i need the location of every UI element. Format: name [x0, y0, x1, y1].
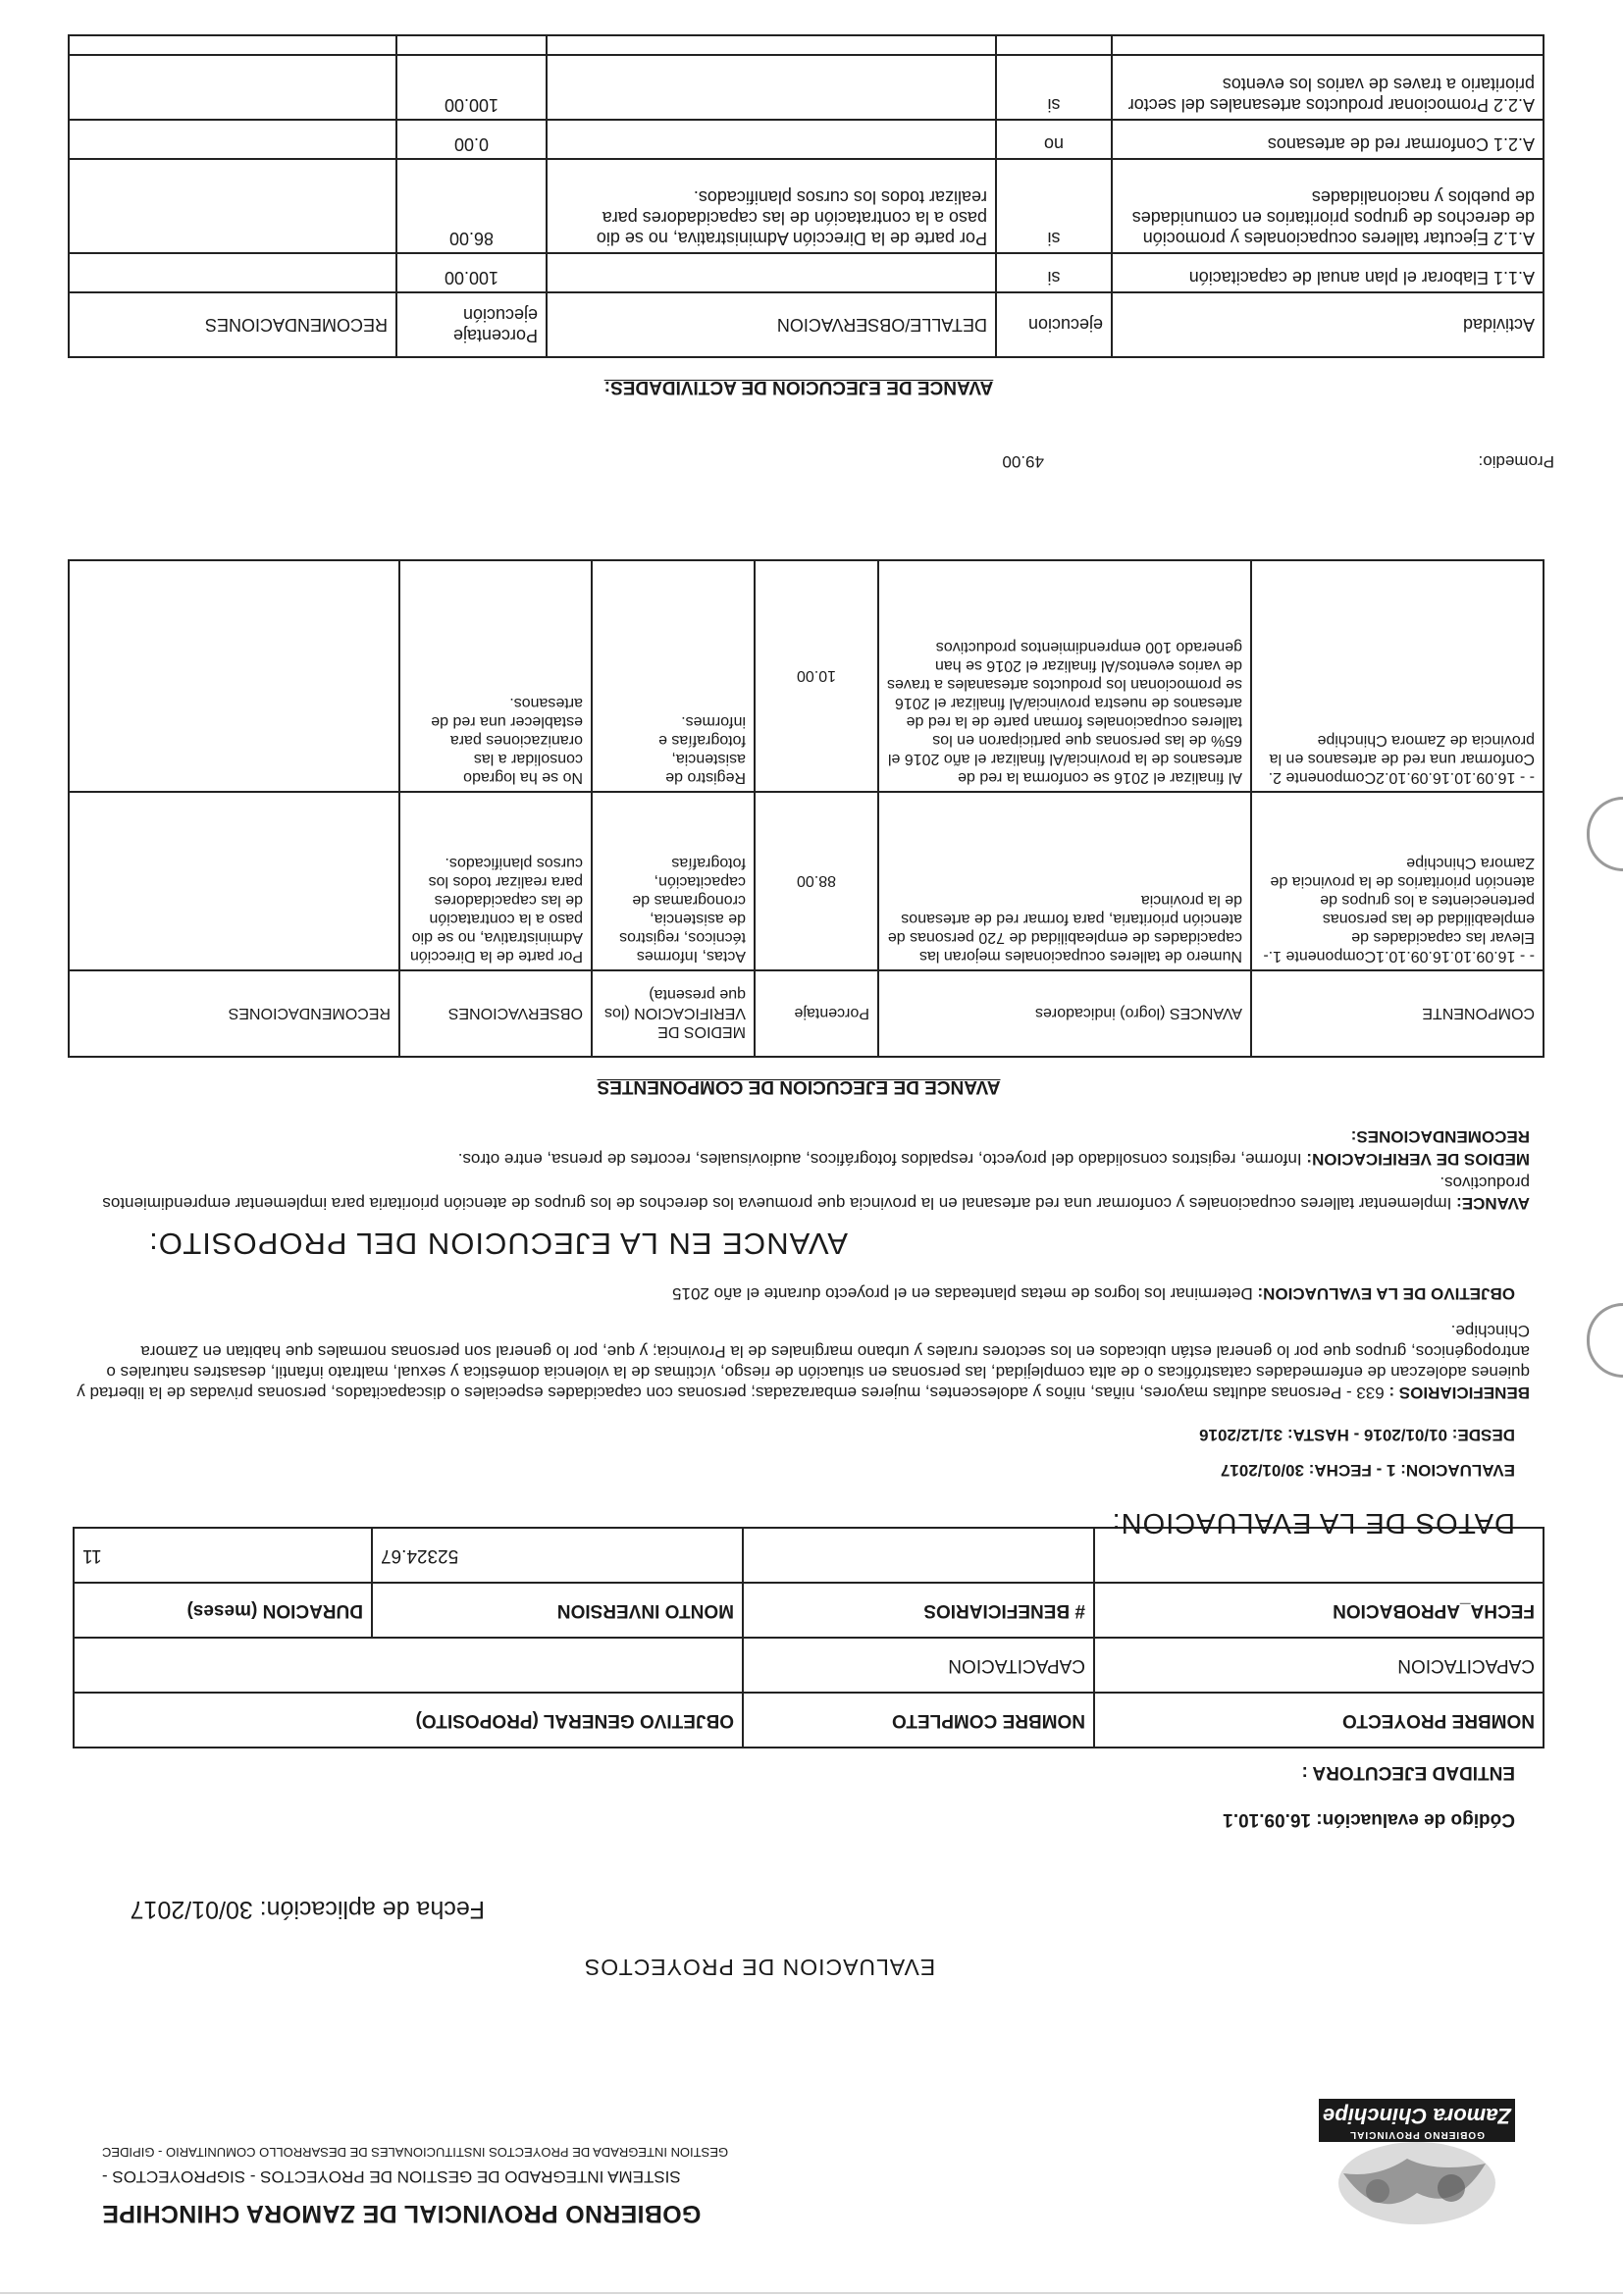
execution-cell: no: [996, 120, 1112, 159]
header-approval-date: FECHA_APROBACION: [1094, 1583, 1544, 1638]
header-duration: DURACION (meses): [74, 1583, 372, 1638]
objective-text: Determinar los logros de metas planteadas en el proyecto durante el año 2015: [672, 1284, 1253, 1303]
empty-cell: [996, 35, 1112, 55]
empty-cell: [1112, 35, 1544, 55]
components-table: [68, 559, 1544, 1058]
activities-table: [68, 34, 1544, 358]
gestion-title: GESTION INTEGRADA DE PROYECTOS INSTITUCIONALES DE DESARROLLO COMUNITARIO - GIPIDEC: [102, 2145, 729, 2160]
col-porcentaje-ejecucion: Porcentaje ejecución: [396, 292, 547, 357]
activities-title: AVANCE DE EJECUCION DE ACTIVIDADES:: [603, 377, 994, 397]
recommendation-cell: [69, 253, 396, 292]
evaluation-number-date: EVALUACION: 1 - FECHA: 30/01/2017: [1220, 1461, 1515, 1480]
col-recomendaciones-act: RECOMENDACIONES: [69, 292, 396, 357]
header-project-name: NOMBRE PROYECTO: [1094, 1693, 1544, 1748]
project-full-name-value: CAPACITACION: [743, 1638, 1094, 1693]
medios-cell: Registro de asistencia, fotografías e informes.: [592, 560, 755, 792]
percentage-cell: 100.00: [396, 253, 547, 292]
table-row: [69, 35, 1544, 55]
col-componente: COMPONENTE: [1251, 970, 1544, 1057]
detail-cell: [547, 120, 996, 159]
porcentaje-cell: 10.00: [755, 560, 878, 792]
recommendations-label: RECOMENDACIONES:: [1350, 1127, 1530, 1146]
application-date: Fecha de aplicación: 30/01/2017: [130, 1896, 485, 1923]
investment-value: 52324.67: [372, 1528, 743, 1583]
recommendation-cell: [69, 55, 396, 120]
activity-cell: A.1.1 Elaborar el plan anual de capacitación: [1112, 253, 1544, 292]
percentage-cell: 86.00: [396, 159, 547, 253]
header-beneficiaries: # BENEFICIARIOS: [743, 1583, 1094, 1638]
col-avances: AVANCES (logro) indicadores: [878, 970, 1251, 1057]
table-row: [69, 792, 1544, 970]
table-row: [69, 120, 1544, 159]
observaciones-cell: No se ha logrado consolidar a las oranizaciones para establecer una red de artesanos.: [399, 560, 592, 792]
purpose-progress-paragraph: [68, 1173, 1530, 1214]
avance-label: AVANCE:: [1456, 1194, 1530, 1213]
system-title: SISTEMA INTEGRADO DE GESTION DE PROYECTOS - SIGPROYECTOS -: [102, 2167, 681, 2186]
component-cell: - - 16.09.10.16.09.10.2Componente 2. Conformar una red de artesanos en la provincia de Zamora Chinchipe: [1251, 560, 1544, 792]
components-title: AVANCE DE EJECUCION DE COMPONENTES: [597, 1076, 1001, 1097]
project-table: [73, 1527, 1544, 1748]
table-row: [69, 159, 1544, 253]
logo-name-text: Zamora Chinchipe: [1323, 2104, 1511, 2128]
purpose-progress-title: AVANCE EN LA EJECUCION DEL PROPOSITO:: [148, 1226, 848, 1261]
activity-cell: A.2.1 Conformar red de artesanos: [1112, 120, 1544, 159]
execution-cell: si: [996, 159, 1112, 253]
executing-entity-label: ENTIDAD EJECUTORA :: [1301, 1762, 1515, 1783]
avances-cell: Al finalizar el 2016 se conforma la red de artesanos de la provincia/Al finalizar el año 2016 el 65% de las personas que participaron en los talleres ocupacionales forman parte de la red de artesanos de nuestra provincia/Al finalizar el 2016 se promocionan los productos artesanales a traves de varios eventos/Al finalizar el 2016 se han generado 100 emprendimientos productivos: [878, 560, 1251, 792]
government-title: GOBIERNO PROVINCIAL DE ZAMORA CHINCHIPE: [102, 2200, 702, 2227]
evaluation-data-title: DATOS DE LA EVALUACION:: [1111, 1507, 1515, 1539]
average-label: Promedio:: [1478, 452, 1554, 471]
activity-cell: A.1.2 Ejecutar talleres ocupacionales y promoción de derechos de grupos prioritarios en comunidades de pueblos y nacionalidades: [1112, 159, 1544, 253]
document-title: EVALUACION DE PROYECTOS: [583, 1955, 936, 1980]
beneficiaries-value: [743, 1528, 1094, 1583]
col-detalle: DETALLE/OBSERVACION: [547, 292, 996, 357]
evaluation-period: DESDE: 01/01/2016 - HASTA: 31/12/2016: [1199, 1426, 1515, 1444]
average-value: 49.00: [1002, 452, 1044, 471]
empty-cell: [547, 35, 996, 55]
table-row: [69, 560, 1544, 792]
header-investment: MONTO INVERSION: [372, 1583, 743, 1638]
evaluation-code: Código de evaluación: 16.09.10.1: [1223, 1809, 1515, 1830]
scan-edge-line: [0, 2292, 1623, 2294]
provincial-logo: [1309, 2095, 1525, 2232]
header-general-objective: OBJETIVO GENERAL (PROPOSITO): [74, 1693, 743, 1748]
col-medios: MEDIOS DE VERIFICACION (los que presenta): [592, 970, 755, 1057]
recomendaciones-cell: [69, 560, 399, 792]
empty-cell: [69, 35, 396, 55]
percentage-cell: 0.00: [396, 120, 547, 159]
detail-cell: [547, 55, 996, 120]
component-cell: - - 16.09.10.16.09.10.1Componente 1.- Elevar las capacidades de empleabilidad de las personas pertenecientes a los grupos de atención prioritarios de la provincia de Zamora Chinchipe: [1251, 792, 1544, 970]
col-observaciones: OBSERVACIONES: [399, 970, 592, 1057]
col-porcentaje: Porcentaje: [755, 970, 878, 1057]
beneficiaries-paragraph: [68, 1321, 1530, 1403]
duration-value: 11: [74, 1528, 372, 1583]
punch-hole: [1587, 1303, 1623, 1378]
beneficiaries-text: 633 - Personas adultas mayores, niñas, niños y adolescentes, mujeres embarazadas; personas con capacidades especiales o discapacitados, personas privadas de la libertad y quienes adolezcan de enfermedades catastróficas o de alta complejidad, las personas en situación de riesgo, víctimas de la violencia doméstica y sexual, maltrato infantil, desastres naturales o antropogénicos, grupos que por lo general están ubicados en los sectores rurales y urbano marginales de la Provincia; y que, por lo general son personas normales que habitan en Zamora Chinchipe.: [77, 1322, 1530, 1402]
project-name-value: CAPACITACION: [1094, 1638, 1544, 1693]
recomendaciones-cell: [69, 792, 399, 970]
recommendation-cell: [69, 120, 396, 159]
medios-label: MEDIOS DE VERIFICACION:: [1306, 1150, 1530, 1169]
porcentaje-cell: 88.00: [755, 792, 878, 970]
empty-cell: [396, 35, 547, 55]
observaciones-cell: Por parte de la Dirección Administrativa, no se dio paso a la contratación de las capacidadores para realizar todos los cursos planificados.: [399, 792, 592, 970]
execution-cell: si: [996, 55, 1112, 120]
recommendation-cell: [69, 159, 396, 253]
beneficiaries-label: BENEFICIARIOS :: [1388, 1383, 1530, 1402]
col-recomendaciones: RECOMENDACIONES: [69, 970, 399, 1057]
col-actividad: Actividad: [1112, 292, 1544, 357]
table-row: [69, 253, 1544, 292]
percentage-cell: 100.00: [396, 55, 547, 120]
objective-label: OBJETIVO DE LA EVALUACION:: [1257, 1284, 1515, 1303]
table-row: [69, 55, 1544, 120]
avance-text: Implementar talleres ocupacionales y conformar una red artesanal en la provincia que promueva los derechos de los grupos de atención prioritaria para implementar emprendimientos productivos.: [102, 1174, 1530, 1213]
medios-text: Informe, registros consolidado del proyecto, respaldos fotográficos, audiovisuales, recortes de prensa, entre otros.: [457, 1150, 1302, 1169]
header-full-name: NOMBRE COMPLETO: [743, 1693, 1094, 1748]
punch-hole: [1587, 797, 1623, 871]
verification-means-paragraph: [68, 1149, 1530, 1170]
activity-cell: A.2.2 Promocionar productos artesanales del sector prioritario a traves de varios los eventos: [1112, 55, 1544, 120]
project-objective-value: [74, 1638, 743, 1693]
avances-cell: Numero de talleres ocupacionales mejoran las capacidades de empleabilidad de 720 personas de atención prioritaria, para formar red de artesanos de la provincia: [878, 792, 1251, 970]
execution-cell: si: [996, 253, 1112, 292]
detail-cell: [547, 253, 996, 292]
col-ejecucion: ejecucion: [996, 292, 1112, 357]
detail-cell: Por parte de la Dirección Administrativa, no se dio paso a la contratación de las capacidadores para realizar todos los cursos planificados.: [547, 159, 996, 253]
medios-cell: Actas, Informes técnicos, registros de asistencia, cronogramas de capacitación, fotografías: [592, 792, 755, 970]
evaluation-objective: [672, 1283, 1515, 1303]
logo-top-text: GOBIERNO PROVINCIAL: [1349, 2129, 1485, 2140]
